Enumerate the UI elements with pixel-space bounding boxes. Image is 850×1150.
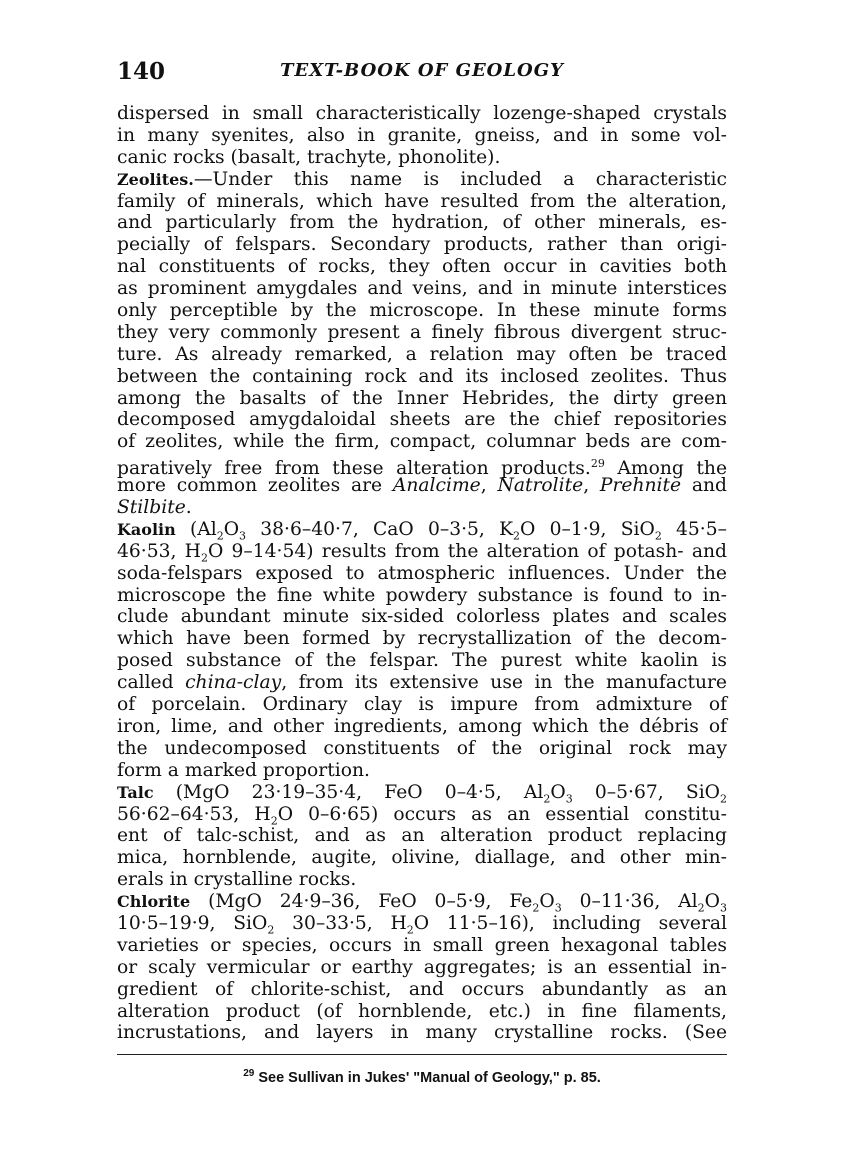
text-run: 2 bbox=[654, 529, 662, 543]
text-run: 56·62–64·53, H bbox=[117, 803, 271, 825]
text-run: 30–33·5, H bbox=[274, 912, 407, 934]
text-run: as prominent amygdales and veins, and in minute interstices bbox=[117, 278, 727, 300]
text-run: (MgO 24·9–36, FeO 0–5·9, Fe bbox=[190, 891, 533, 913]
footnote bbox=[117, 1068, 727, 1086]
text-run: O bbox=[539, 891, 555, 913]
text-run: microscope the fine white powdery substance is found to in- bbox=[117, 584, 727, 606]
mineral-heading: Chlorite bbox=[117, 892, 191, 912]
text-run: and bbox=[681, 475, 727, 497]
text-line bbox=[117, 147, 727, 169]
text-line bbox=[117, 497, 727, 519]
running-title: TEXT-BOOK OF GEOLOGY bbox=[280, 60, 564, 81]
text-run: 2 bbox=[267, 923, 275, 937]
text-line bbox=[117, 804, 727, 826]
text-line bbox=[117, 169, 727, 191]
text-run: in many syenites, also in granite, gneiss, and in some vol- bbox=[117, 124, 727, 146]
text-run: (Al bbox=[175, 518, 217, 540]
text-run: Prehnite bbox=[599, 475, 682, 497]
text-line bbox=[117, 563, 727, 585]
text-line bbox=[117, 672, 727, 694]
text-run: 0–11·36, Al bbox=[561, 891, 698, 913]
text-run: , bbox=[583, 475, 600, 497]
text-run: —Under this name is included a characteristic bbox=[193, 168, 727, 190]
text-run: Among the bbox=[604, 458, 728, 480]
text-run: 2 bbox=[200, 551, 208, 565]
text-run: only perceptible by the microscope. In these minute forms bbox=[117, 300, 727, 322]
text-run: posed substance of the felspar. The purest white kaolin is bbox=[117, 650, 727, 672]
text-run: (MgO 23·19–35·4, FeO 0–4·5, Al bbox=[153, 781, 544, 803]
footnote-marker: 29 bbox=[243, 1068, 255, 1079]
text-line bbox=[117, 300, 727, 322]
text-line bbox=[117, 191, 727, 213]
text-run: they very commonly present a finely fibrous divergent struc- bbox=[117, 321, 727, 343]
page-header bbox=[117, 58, 727, 88]
text-line bbox=[117, 585, 727, 607]
text-run: pecially of felspars. Secondary products, rather than origi- bbox=[117, 234, 727, 256]
text-run: 2 bbox=[720, 792, 727, 806]
text-line bbox=[117, 212, 727, 234]
footnote-reference: 29 bbox=[590, 457, 605, 471]
text-run: 10·5–19·9, SiO bbox=[117, 912, 268, 934]
mineral-heading: Zeolites. bbox=[117, 169, 194, 189]
text-line bbox=[117, 694, 727, 716]
text-run: 2 bbox=[513, 529, 521, 543]
text-run: 3 bbox=[554, 901, 562, 915]
text-run: 2 bbox=[216, 529, 224, 543]
text-line bbox=[117, 782, 727, 804]
text-line bbox=[117, 1022, 727, 1044]
text-run: Analcime bbox=[392, 475, 481, 497]
text-line bbox=[117, 475, 727, 497]
text-run: O bbox=[704, 891, 720, 913]
text-run: O 0–6·65) occurs as an essential constitu- bbox=[277, 803, 727, 825]
text-line bbox=[117, 388, 727, 410]
text-run: family of minerals, which have resulted from the alteration, bbox=[117, 190, 727, 212]
text-run: or scaly vermicular or earthy aggregates; is an essential in- bbox=[117, 956, 727, 978]
mineral-heading: Kaolin bbox=[117, 519, 176, 539]
text-line bbox=[117, 278, 727, 300]
text-line bbox=[117, 628, 727, 650]
footnote-text: See Sullivan in Jukes' "Manual of Geology," p. 85. bbox=[254, 1069, 601, 1086]
text-line bbox=[117, 409, 727, 431]
text-line bbox=[117, 869, 727, 891]
text-line bbox=[117, 760, 727, 782]
text-line bbox=[117, 344, 727, 366]
text-line bbox=[117, 256, 727, 278]
text-run: china-clay bbox=[185, 672, 282, 694]
text-run: O 0–1·9, SiO bbox=[520, 518, 655, 540]
text-line bbox=[117, 606, 727, 628]
text-line bbox=[117, 541, 727, 563]
text-run: iron, lime, and other ingredients, among which the débris of bbox=[117, 715, 727, 737]
text-line bbox=[117, 453, 728, 480]
text-run: O 11·5–16), including several bbox=[413, 912, 727, 934]
text-run: alteration product (of hornblende, etc.) in fine filaments, bbox=[117, 1000, 727, 1022]
text-run: . bbox=[185, 497, 192, 519]
text-line bbox=[117, 738, 727, 760]
text-line bbox=[117, 891, 727, 913]
text-run: more common zeolites are bbox=[117, 475, 393, 497]
text-run: nal constituents of rocks, they often occur in cavities both bbox=[117, 256, 727, 278]
text-run: 3 bbox=[565, 792, 573, 806]
text-line bbox=[117, 366, 727, 388]
text-run: O bbox=[223, 518, 240, 540]
text-line bbox=[117, 1001, 727, 1023]
text-run: Stilbite bbox=[117, 497, 186, 519]
text-run: of porcelain. Ordinary clay is impure from admixture of bbox=[117, 694, 727, 716]
text-run: O bbox=[550, 781, 566, 803]
text-line bbox=[117, 935, 727, 957]
text-line bbox=[117, 103, 727, 125]
text-run: form a marked proportion. bbox=[117, 759, 370, 781]
text-run: and particularly from the hydration, of other minerals, es- bbox=[117, 212, 727, 234]
text-run: incrustations, and layers in many crystalline rocks. (See bbox=[117, 1022, 727, 1044]
text-run: soda-felspars exposed to atmospheric influences. Under the bbox=[117, 562, 727, 584]
text-run: O 9–14·54) results from the alteration of potash- and bbox=[207, 540, 727, 562]
text-run: 45·5– bbox=[661, 518, 727, 540]
text-run: called bbox=[117, 672, 186, 694]
text-run: 3 bbox=[719, 901, 727, 915]
text-run: decomposed amygdaloidal sheets are the chief repositories bbox=[117, 409, 727, 431]
text-run: 2 bbox=[543, 792, 551, 806]
text-line bbox=[117, 957, 727, 979]
text-run: 2 bbox=[406, 923, 414, 937]
text-line bbox=[117, 847, 727, 869]
text-run: ture. As already remarked, a relation may often be traced bbox=[117, 343, 727, 365]
text-run: varieties or species, occurs in small green hexagonal tables bbox=[117, 934, 727, 956]
text-line bbox=[117, 650, 727, 672]
text-run: canic rocks (basalt, trachyte, phonolite). bbox=[117, 146, 501, 168]
text-run: the undecomposed constituents of the original rock may bbox=[117, 737, 727, 759]
text-run: 38·6–40·7, CaO 0–3·5, K bbox=[246, 518, 514, 540]
text-run: 3 bbox=[239, 529, 247, 543]
text-run: between the containing rock and its inclosed zeolites. Thus bbox=[117, 365, 727, 387]
page-number: 140 bbox=[117, 58, 166, 85]
text-line bbox=[117, 716, 727, 738]
text-run: 0–5·67, SiO bbox=[572, 781, 720, 803]
text-run: dispersed in small characteristically lozenge-shaped crystals bbox=[117, 103, 727, 124]
text-run: 2 bbox=[270, 814, 278, 828]
text-line bbox=[117, 519, 727, 541]
text-line bbox=[117, 979, 727, 1001]
text-run: ent of talc-schist, and as an alteration product replacing bbox=[117, 825, 727, 847]
text-run: mica, hornblende, augite, olivine, diallage, and other min- bbox=[117, 847, 727, 869]
text-line bbox=[117, 431, 727, 453]
text-run: of zeolites, while the firm, compact, columnar beds are com- bbox=[117, 431, 727, 453]
text-run: 46·53, H bbox=[117, 540, 201, 562]
text-run: among the basalts of the Inner Hebrides, the dirty green bbox=[117, 387, 727, 409]
text-run: paratively free from these alteration products. bbox=[117, 458, 591, 480]
text-run: , from its extensive use in the manufacture bbox=[281, 672, 727, 694]
text-run: which have been formed by recrystallization of the decom- bbox=[117, 628, 727, 650]
text-run: 2 bbox=[697, 901, 705, 915]
mineral-heading: Talc bbox=[117, 782, 154, 802]
text-run: 2 bbox=[532, 901, 540, 915]
text-run: gredient of chlorite-schist, and occurs abundantly as an bbox=[117, 978, 727, 1000]
body-text bbox=[117, 103, 727, 1044]
text-run: , bbox=[480, 475, 498, 497]
text-line bbox=[117, 234, 727, 256]
text-run: Natrolite bbox=[497, 475, 584, 497]
text-line bbox=[117, 825, 727, 847]
text-line bbox=[117, 913, 727, 935]
text-run: clude abundant minute six-sided colorless plates and scales bbox=[117, 606, 727, 628]
footnote-divider bbox=[117, 1054, 727, 1055]
text-line bbox=[117, 322, 727, 344]
text-line bbox=[117, 125, 727, 147]
text-run: erals in crystalline rocks. bbox=[117, 869, 357, 891]
